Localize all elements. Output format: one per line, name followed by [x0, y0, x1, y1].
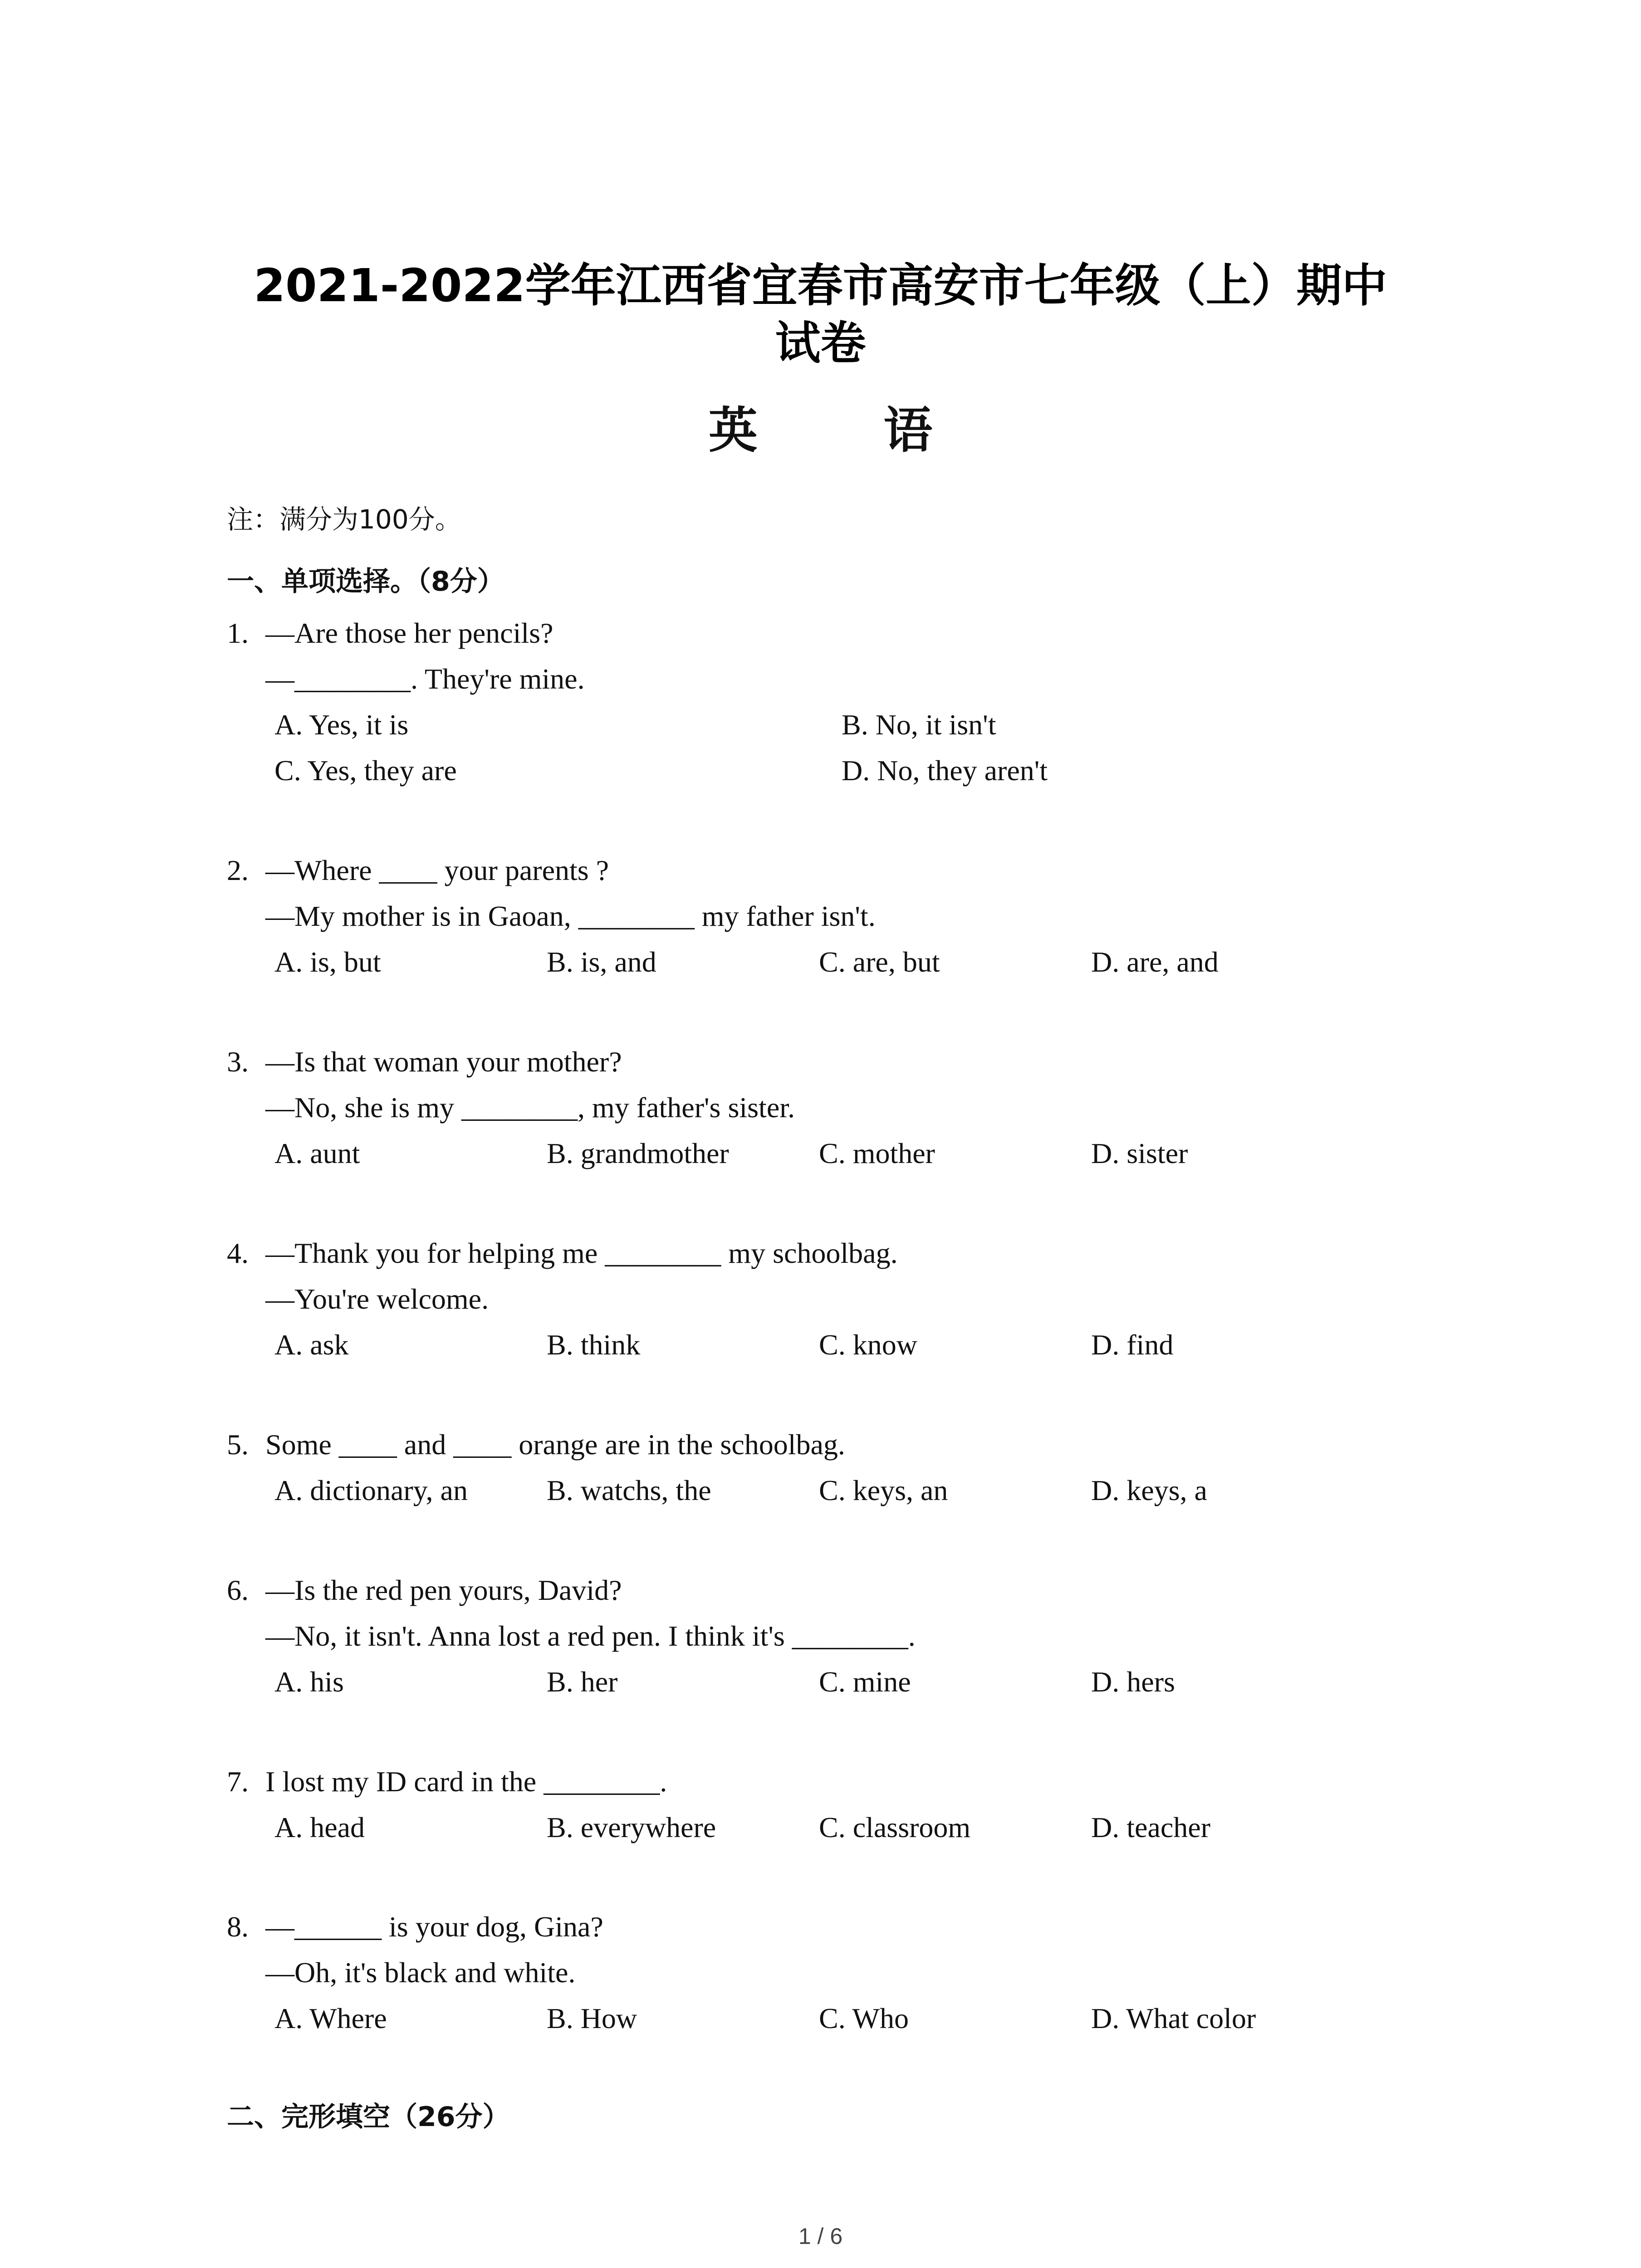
answer-options	[227, 1467, 1452, 1513]
option-a: A. his	[274, 1666, 344, 1698]
question-number: 4.	[227, 1237, 249, 1269]
answer-options	[227, 1130, 1452, 1176]
option-d: D. What color	[1091, 2002, 1256, 2034]
option-a: A. Yes, it is	[274, 709, 409, 741]
option-b: B. is, and	[547, 946, 656, 978]
answer-options	[227, 1804, 1452, 1850]
page-number: 1 / 6	[798, 2224, 843, 2249]
option-d: D. keys, a	[1091, 1474, 1207, 1506]
question-stem: I lost my ID card in the ________.	[265, 1765, 667, 1798]
question-number: 7.	[227, 1765, 249, 1798]
option-c: C. Who	[819, 2002, 909, 2034]
question-stem: —________. They're mine.	[265, 663, 585, 695]
option-c: C. know	[819, 1329, 917, 1361]
option-c: C. classroom	[819, 1811, 971, 1843]
question-number: 2.	[227, 854, 249, 886]
answer-options	[227, 748, 1452, 793]
question-4	[227, 1230, 1452, 1368]
question-7	[227, 1759, 1452, 1850]
option-a: A. dictionary, an	[274, 1474, 468, 1506]
question-2	[227, 847, 1452, 985]
option-b: B. How	[547, 2002, 637, 2034]
option-d: D. No, they aren't	[842, 754, 1048, 787]
option-b: B. No, it isn't	[842, 709, 996, 741]
question-number: 5.	[227, 1428, 249, 1461]
question-number: 8.	[227, 1911, 249, 1943]
option-c: C. keys, an	[819, 1474, 948, 1506]
option-a: A. aunt	[274, 1137, 360, 1169]
option-a: A. Where	[274, 2002, 387, 2034]
option-d: D. hers	[1091, 1666, 1175, 1698]
option-c: C. mine	[819, 1666, 911, 1698]
option-d: D. sister	[1091, 1137, 1188, 1169]
question-8	[227, 1904, 1452, 2041]
option-b: B. everywhere	[547, 1811, 716, 1843]
option-c: C. Yes, they are	[274, 754, 457, 787]
answer-options	[227, 939, 1452, 985]
answer-options	[227, 1995, 1452, 2041]
question-stem: —Oh, it's black and white.	[265, 1956, 576, 1989]
option-c: C. mother	[819, 1137, 935, 1169]
question-stem: —Thank you for helping me ________ my schoolbag.	[265, 1237, 898, 1269]
question-stem: Some ____ and ____ orange are in the schoolbag.	[265, 1428, 845, 1461]
question-stem: —Is that woman your mother?	[265, 1046, 622, 1078]
question-stem: —No, it isn't. Anna lost a red pen. I think it's ________.	[265, 1620, 916, 1652]
section-1-heading: 一、单项选择。（8分）	[227, 566, 505, 597]
option-a: A. head	[274, 1811, 365, 1843]
question-6	[227, 1567, 1452, 1705]
question-number: 6.	[227, 1574, 249, 1606]
question-number: 1.	[227, 617, 249, 649]
answer-options	[227, 702, 1452, 748]
question-stem: —Where ____ your parents ?	[265, 854, 609, 886]
option-c: C. are, but	[819, 946, 940, 978]
subject-heading: 英 语	[708, 402, 987, 459]
question-stem: —______ is your dog, Gina?	[265, 1911, 603, 1943]
option-b: B. think	[547, 1329, 641, 1361]
question-number: 3.	[227, 1046, 249, 1078]
question-3	[227, 1039, 1452, 1176]
question-stem: —You're welcome.	[265, 1283, 489, 1315]
option-b: B. grandmother	[547, 1137, 729, 1169]
answer-options	[227, 1659, 1452, 1705]
option-a: A. ask	[274, 1329, 349, 1361]
exam-title-line-2: 试卷	[775, 317, 866, 370]
option-d: D. find	[1091, 1329, 1174, 1361]
question-stem: —No, she is my ________, my father's sister.	[265, 1091, 795, 1124]
question-stem: —Are those her pencils?	[265, 617, 554, 649]
answer-options	[227, 1322, 1452, 1368]
exam-title-line-1: 2021-2022学年江西省宜春市高安市七年级（上）期中	[254, 259, 1387, 312]
option-b: B. watchs, the	[547, 1474, 711, 1506]
score-note: 注：满分为100分。	[227, 504, 461, 535]
option-a: A. is, but	[274, 946, 381, 978]
question-5	[227, 1422, 1452, 1513]
question-1	[227, 610, 1452, 793]
question-stem: —Is the red pen yours, David?	[265, 1574, 622, 1606]
option-d: D. are, and	[1091, 946, 1219, 978]
option-d: D. teacher	[1091, 1811, 1210, 1843]
section-2-heading: 二、完形填空（26分）	[227, 2101, 510, 2133]
question-stem: —My mother is in Gaoan, ________ my father isn't.	[265, 900, 876, 932]
option-b: B. her	[547, 1666, 618, 1698]
